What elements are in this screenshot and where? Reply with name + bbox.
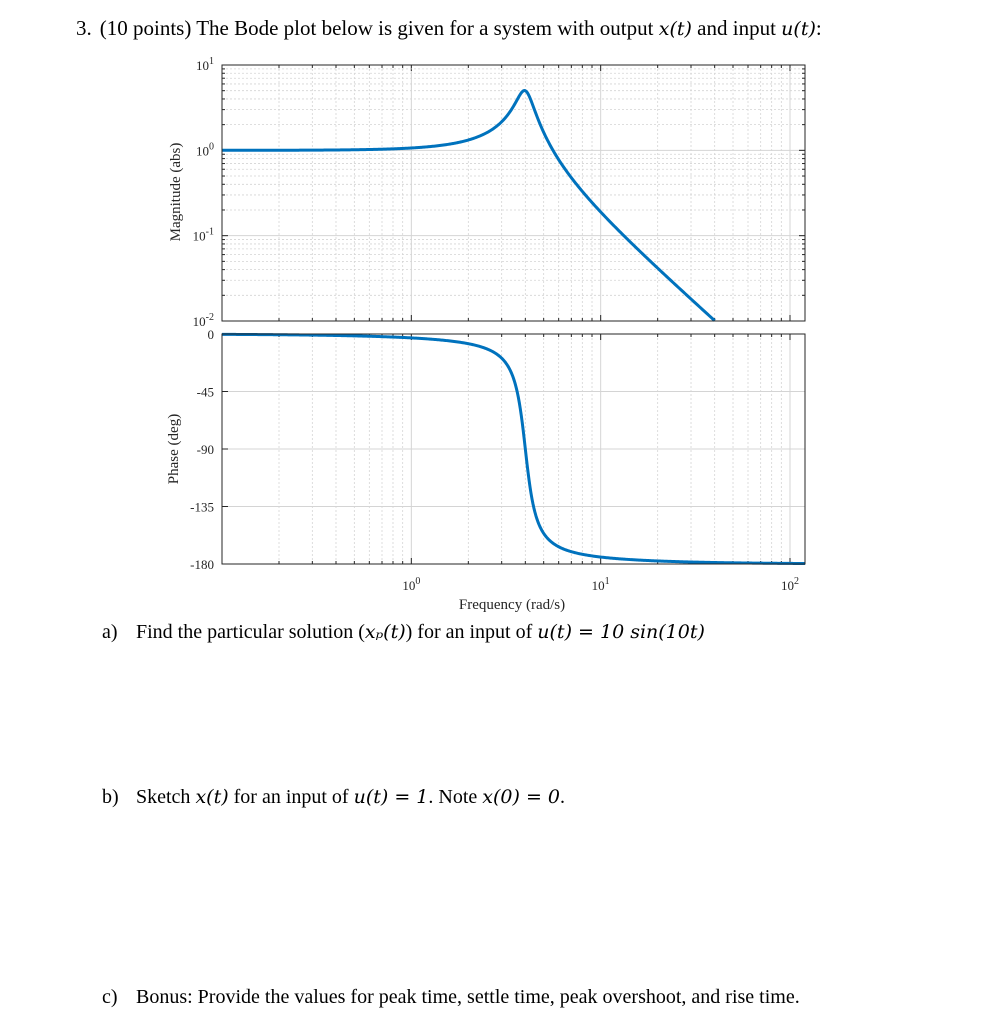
- question-b-symbol: x(t): [195, 786, 229, 808]
- question-b-letter: b): [102, 786, 119, 808]
- question-b-equation2: x(0) = 0: [482, 786, 561, 808]
- question-a-text2: ) for an input of: [405, 621, 538, 643]
- frequency-tick-label: $10^0$: [402, 576, 421, 593]
- question-a-letter: a): [102, 621, 118, 643]
- question-b-text2: for an input of: [228, 786, 354, 808]
- phase-tick-label: 0: [207, 327, 214, 342]
- x-axis-label: Frequency (rad/s): [458, 597, 566, 613]
- question-c-text: Bonus: Provide the values for peak time, settle time, peak overshoot, and rise time.: [136, 986, 800, 1008]
- phase-y-label: Phase (deg): [166, 413, 182, 485]
- question-a-equation: u(t) = 10 sin(10t): [537, 621, 705, 643]
- magnitude-ticks: [193, 56, 214, 329]
- magnitude-tick-label: $10^1$: [196, 56, 214, 73]
- frequency-tick-label: $10^1$: [591, 576, 610, 593]
- question-c-letter: c): [102, 986, 118, 1008]
- question-a-text: Find the particular solution (: [136, 621, 365, 643]
- phase-tick-label: -45: [196, 384, 214, 400]
- magnitude-tick-label: $10^0$: [196, 141, 214, 159]
- question-a: [102, 621, 705, 644]
- question-a-symbol: xₚ(t): [364, 621, 406, 643]
- question-b-equation: u(t) = 1: [353, 786, 429, 808]
- output-symbol: x(t): [658, 18, 692, 40]
- phase-grid: [222, 334, 805, 564]
- problem-intro: (10 points) The Bode plot below is given for a system with output: [99, 16, 659, 40]
- question-c: [102, 986, 800, 1009]
- phase-tick-label: -135: [190, 499, 214, 515]
- question-b-text: Sketch: [136, 786, 196, 808]
- input-symbol: u(t): [781, 18, 816, 40]
- phase-tick-label: -180: [190, 557, 214, 572]
- phase-tick-label: -90: [196, 442, 214, 457]
- magnitude-y-label: Magnitude (abs): [168, 142, 184, 242]
- and-input-text: and input: [691, 16, 782, 40]
- phase-ticks: [190, 327, 799, 593]
- question-b-text3: . Note: [428, 786, 483, 808]
- question-b-text4: .: [560, 786, 566, 808]
- problem-number: 3.: [76, 16, 92, 40]
- frequency-tick-label: $10^2$: [781, 576, 800, 593]
- colon: :: [815, 16, 822, 40]
- magnitude-tick-label: $10^{-2}$: [192, 312, 214, 329]
- magnitude-tick-label: $10^{-1}$: [192, 226, 214, 244]
- question-b: [102, 786, 565, 809]
